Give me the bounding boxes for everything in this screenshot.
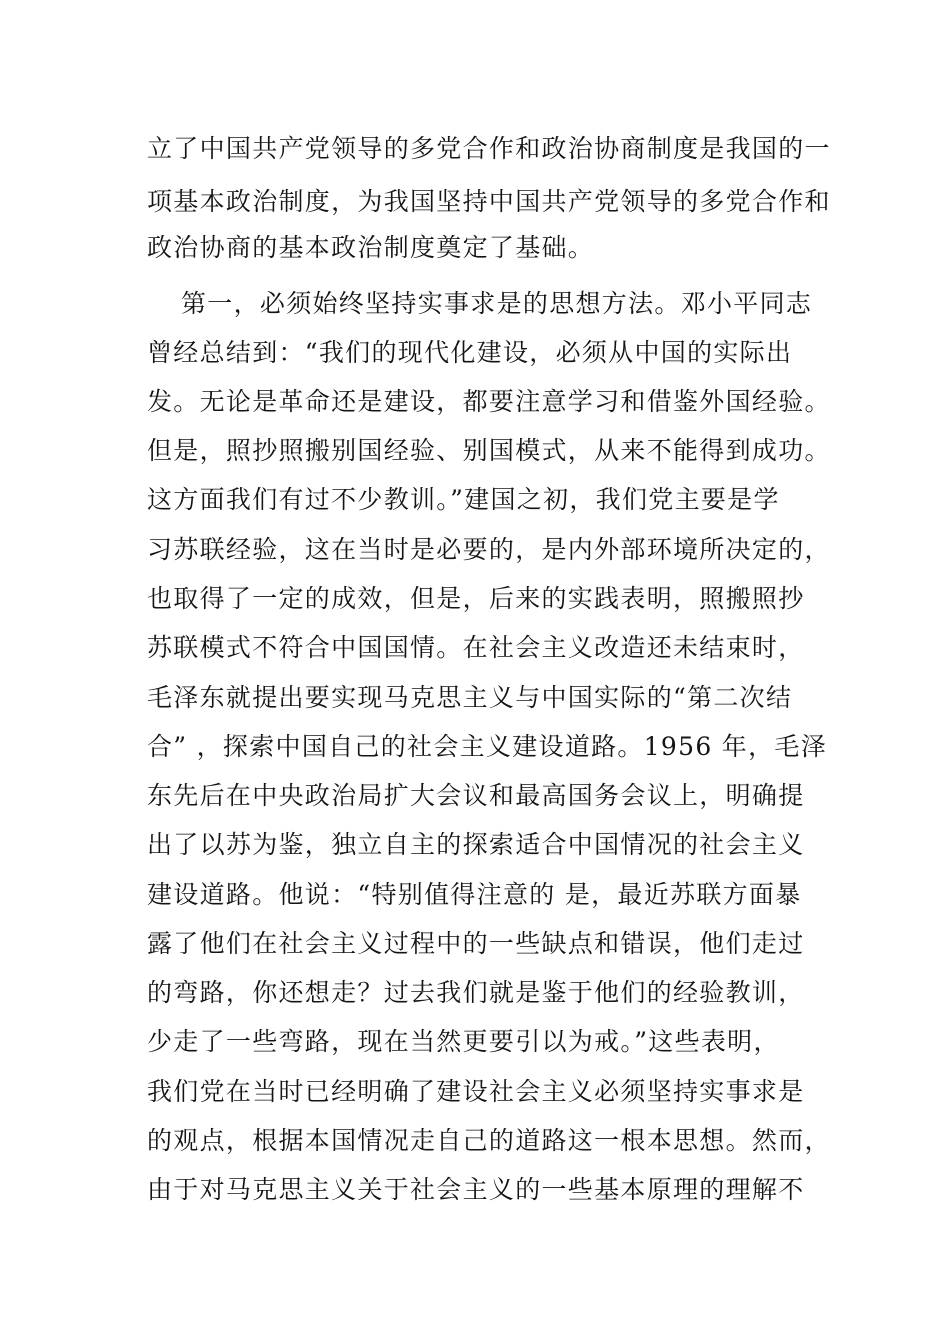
paragraph-2-line-9: 毛泽东就提出要实现马克思主义与中国实际的“第二次结 (147, 683, 793, 712)
paragraph-2-line-16: 少走了一些弯路，现在当然更要引以为戒。”这些表明， (147, 1027, 780, 1056)
paragraph-2-line-5: 这方面我们有过不少教训。”建国之初，我们党主要是学 (147, 485, 780, 514)
paragraph-2-line-11: 东先后在中央政治局扩大会议和最高国务会议上，明确提 (147, 781, 805, 810)
paragraph-1-line-3: 政治协商的基本政治制度奠定了基础。 (147, 233, 595, 262)
paragraph-2-line-1: 第一，必须始终坚持实事求是的思想方法。邓小平同志 (181, 289, 813, 318)
paragraph-2-line-8: 苏联模式不符合中国国情。在社会主义改造还未结束时， (147, 633, 805, 662)
paragraph-2-line-15: 的弯路，你还想走？过去我们就是鉴于他们的经验教训， (147, 978, 805, 1007)
paragraph-2-line-12: 出了以苏为鉴，独立自主的探索适合中国情况的社会主义 (147, 830, 805, 859)
paragraph-2-line-13: 建设道路。他说：“特别值得注意的 是，最近苏联方面暴 (147, 880, 802, 909)
paragraph-2-line-3: 发。无论是革命还是建设，都要注意学习和借鉴外国经验。 (147, 387, 831, 416)
paragraph-2-line-17: 我们党在当时已经明确了建设社会主义必须坚持实事求是 (147, 1077, 805, 1106)
paragraph-2-line-10: 合” ，探索中国自己的社会主义建设道路。1956 年，毛泽 (147, 732, 827, 761)
paragraph-2-line-19: 由于对马克思主义关于社会主义的一些基本原理的理解不 (147, 1175, 805, 1204)
paragraph-2-line-14: 露了他们在社会主义过程中的一些缺点和错误，他们走过 (147, 929, 805, 958)
paragraph-2-line-2: 曾经总结到：“我们的现代化建设，必须从中国的实际出 (147, 338, 793, 367)
paragraph-2-line-4: 但是，照抄照搬别国经验、别国模式，从来不能得到成功。 (147, 436, 831, 465)
paragraph-2-line-7: 也取得了一定的成效，但是，后来的实践表明，照搬照抄 (147, 584, 805, 613)
paragraph-2-line-18: 的观点，根据本国情况走自己的道路这一根本思想。然而， (147, 1126, 831, 1155)
paragraph-2-line-6: 习苏联经验，这在当时是必要的，是内外部环境所决定的， (147, 535, 831, 564)
paragraph-1-line-2: 项基本政治制度，为我国坚持中国共产党领导的多党合作和 (147, 187, 831, 216)
paragraph-1-line-1: 立了中国共产党领导的多党合作和政治协商制度是我国的一 (147, 134, 831, 163)
